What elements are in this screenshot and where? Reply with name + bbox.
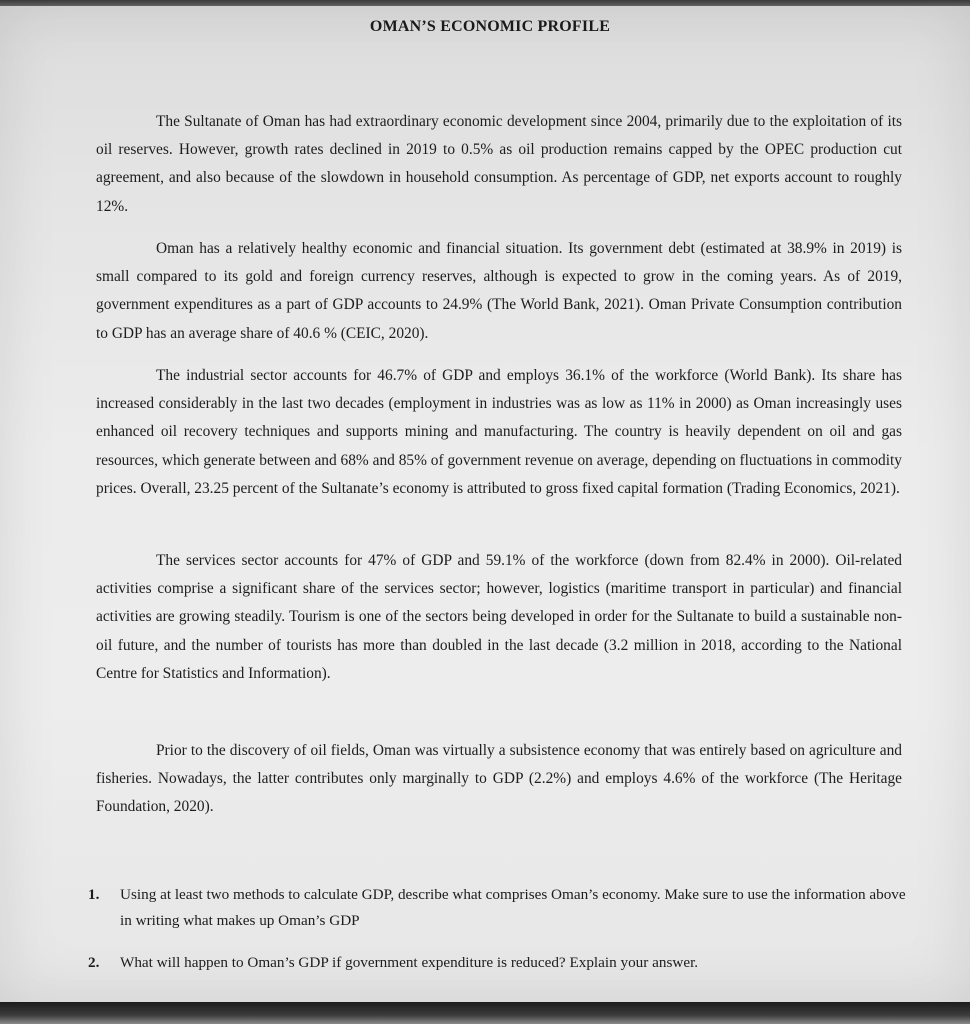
paragraph-intro: The Sultanate of Oman has had extraordinary economic development since 2004, primarily due to the exploitation of its oil reserves. However, growth rates declined in 2019 to 0.5% as oil production remains capped by the OPEC production cut agreement, and also because of the slowdown in household consumption. As percentage of GDP, net exports account to roughly 12%. bbox=[96, 113, 902, 215]
page-bottom-edge bbox=[0, 1002, 970, 1024]
paragraph-services-sector: The services sector accounts for 47% of GDP and 59.1% of the workforce (down from 82.4% in 2000). Oil-related activities comprise a significant share of the services sector; however, logistics (maritime transport in particular) and financial activities are growing steadily. Tourism is one of the sectors being developed in order for the Sultanate to build a sustainable non-oil future, and the number of tourists has more than doubled in the last decade (3.2 million in 2018, according to the National Centre for Statistics and Information). bbox=[96, 552, 902, 682]
question-item bbox=[88, 950, 908, 976]
question-text: What will happen to Oman’s GDP if government expenditure is reduced? Explain your answer. bbox=[120, 954, 699, 971]
question-number: 2. bbox=[88, 954, 100, 971]
paragraph-financial-situation: Oman has a relatively healthy economic and financial situation. Its government debt (estimated at 38.9% in 2019) is small compared to its gold and foreign currency reserves, although is expected to grow in the coming years. As of 2019, government expenditures as a part of GDP accounts to 24.9% (The World Bank, 2021). Oman Private Consumption contribution to GDP has an average share of 40.6 % (CEIC, 2020). bbox=[96, 240, 902, 342]
question-text: Using at least two methods to calculate GDP, describe what comprises Oman’s economy. Make sure to use the information above in writing what makes up Oman’s GDP bbox=[120, 886, 906, 929]
document-title: OMAN’S ECONOMIC PROFILE bbox=[369, 18, 611, 35]
paragraph-industrial-sector: The industrial sector accounts for 46.7% of GDP and employs 36.1% of the workforce (World Bank). Its share has increased considerably in the last two decades (employment in industries was as low as 11% in 2000) as Oman increasingly uses enhanced oil recovery techniques and supports mining and manufacturing. The country is heavily dependent on oil and gas resources, which generate between and 68% and 85% of government revenue on average, depending on fluctuations in commodity prices. Overall, 23.25 percent of the Sultanate’s economy is attributed to gross fixed capital formation (Trading Economics, 2021). bbox=[96, 367, 902, 497]
question-item bbox=[88, 882, 908, 934]
question-list bbox=[88, 882, 908, 976]
question-number: 1. bbox=[88, 886, 100, 903]
paragraph-agriculture: Prior to the discovery of oil fields, Oman was virtually a subsistence economy that was entirely based on agriculture and fisheries. Nowadays, the latter contributes only marginally to GDP (2.2%) and employs 4.6% of the workforce (The Heritage Foundation, 2020). bbox=[96, 742, 902, 816]
document-page bbox=[0, 6, 970, 1002]
